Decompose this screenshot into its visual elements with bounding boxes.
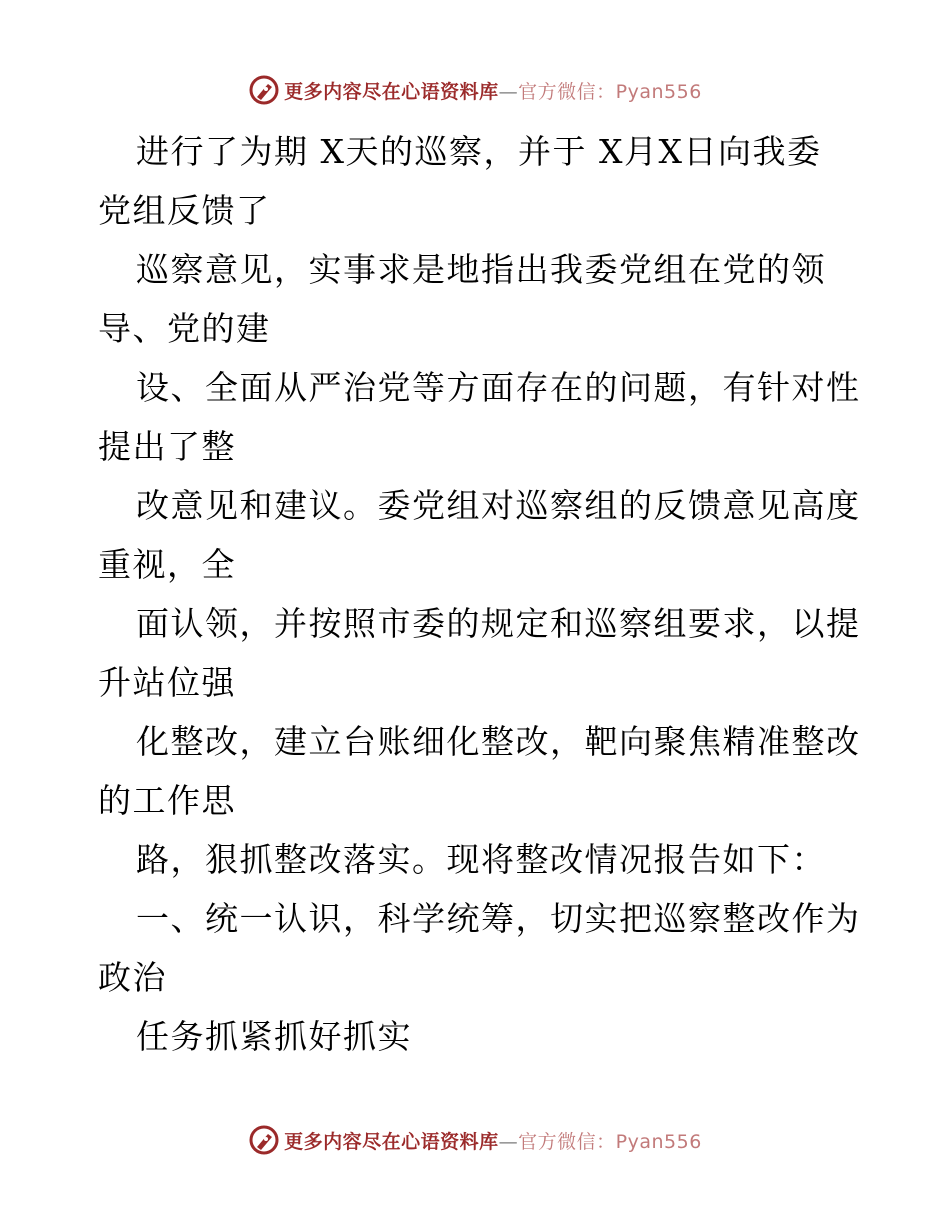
document-body xyxy=(98,122,861,1066)
doc-line: 路，狠抓整改落实。现将整改情况报告如下： xyxy=(136,840,826,879)
pen-nib-circle-icon xyxy=(248,1124,280,1156)
doc-line: 的工作思 xyxy=(98,781,236,820)
banner-text xyxy=(284,1127,702,1154)
doc-line: 面认领，并按照市委的规定和巡察组要求，以提 xyxy=(136,604,861,643)
footer-banner xyxy=(0,1120,950,1160)
doc-line: 重视，全 xyxy=(98,545,236,584)
doc-line: 一、统一认识，科学统筹，切实把巡察整改作为 xyxy=(136,899,861,938)
doc-line: 任务抓紧抓好抓实 xyxy=(136,1017,412,1056)
banner-contact: 官方微信：Pyan556 xyxy=(518,1130,702,1153)
doc-line: 升站位强 xyxy=(98,663,236,702)
banner-text xyxy=(284,77,702,104)
header-banner xyxy=(0,70,950,110)
doc-line: 进行了为期 X天的巡察，并于 X月X日向我委 xyxy=(136,132,822,171)
doc-line: 党组反馈了 xyxy=(98,191,271,230)
doc-line: 巡察意见，实事求是地指出我委党组在党的领 xyxy=(136,250,826,289)
banner-dash: — xyxy=(498,80,519,103)
banner-contact: 官方微信：Pyan556 xyxy=(518,80,702,103)
doc-line: 设、全面从严治党等方面存在的问题，有针对性 xyxy=(136,368,861,407)
doc-line: 政治 xyxy=(98,958,167,997)
doc-line: 改意见和建议。委党组对巡察组的反馈意见高度 xyxy=(136,486,861,525)
doc-line: 导、党的建 xyxy=(98,309,271,348)
doc-line: 提出了整 xyxy=(98,427,236,466)
banner-site-text: 更多内容尽在心语资料库 xyxy=(284,80,499,103)
pen-nib-circle-icon xyxy=(248,74,280,106)
banner-site-text: 更多内容尽在心语资料库 xyxy=(284,1130,499,1153)
banner-dash: — xyxy=(498,1130,519,1153)
doc-line: 化整改，建立台账细化整改，靶向聚焦精准整改 xyxy=(136,722,861,761)
